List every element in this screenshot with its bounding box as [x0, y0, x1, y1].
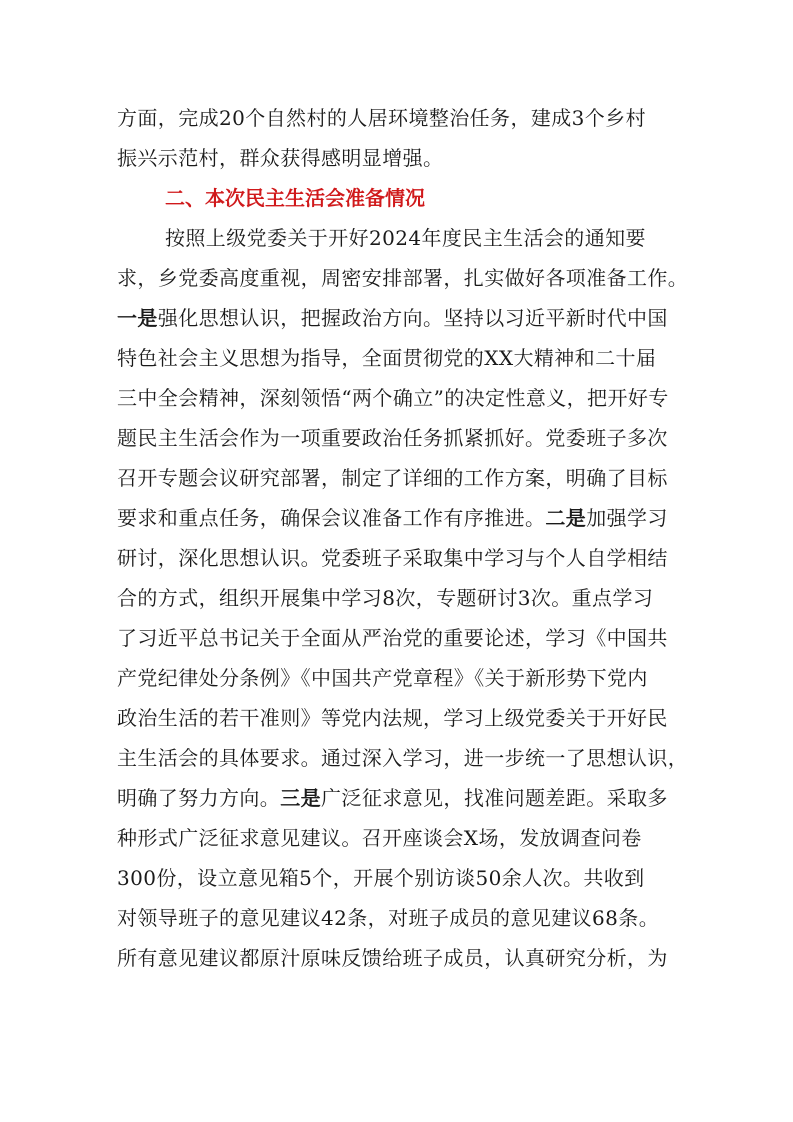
text-line: 主生活会的具体要求。通过深入学习，进一步统一了思想认识， [117, 746, 689, 770]
text-span: 要求和重点任务，确保会议准备工作有序推进。 [117, 506, 546, 530]
text-span: 加强学习 [586, 506, 668, 530]
text-line: 对领导班子的意见建议42条，对班子成员的意见建议68条。 [117, 906, 660, 930]
text-line: 产党纪律处分条例》《中国共产党章程》《关于新形势下党内 [117, 666, 648, 690]
text-line: 特色社会主义思想为指导，全面贯彻党的XX大精神和二十届 [117, 346, 657, 370]
bold-lead-3: 三是 [280, 786, 322, 810]
document-body [117, 98, 689, 978]
text-line: 政治生活的若干准则》等党内法规，学习上级党委关于开好民 [117, 706, 668, 730]
text-line: 振兴示范村，群众获得感明显增强。 [117, 146, 444, 170]
text-line: 了习近平总书记关于全面从严治党的重要论述，学习《中国共 [117, 626, 668, 650]
text-line: 方面，完成20个自然村的人居环境整治任务，建成3个乡村 [117, 106, 646, 130]
text-line [117, 498, 683, 538]
text-line [117, 778, 683, 818]
text-line: 种形式广泛征求意见建议。召开座谈会X场，发放调查问卷 [117, 826, 642, 850]
paragraph-first-line: 按照上级党委关于开好2024年度民主生活会的通知要 [165, 226, 646, 250]
text-line: 研讨，深化思想认识。党委班子采取集中学习与个人自学相结 [117, 546, 668, 570]
text-span: 明确了努力方向。 [117, 786, 281, 810]
text-line: 300份，设立意见箱5个，开展个别访谈50余人次。共收到 [117, 866, 645, 890]
section-heading: 二、本次民主生活会准备情况 [165, 186, 425, 210]
text-span: 广泛征求意见，找准问题差距。采取多 [321, 786, 668, 810]
text-span: 强化思想认识，把握政治方向。坚持以习近平新时代中国 [157, 306, 668, 330]
text-line: 所有意见建议都原汁原味反馈给班子成员，认真研究分析，为 [117, 946, 668, 970]
text-line: 三中全会精神，深刻领悟“两个确立”的决定性意义，把开好专 [117, 386, 669, 410]
text-line: 求，乡党委高度重视，周密安排部署，扎实做好各项准备工作。 [117, 266, 689, 290]
text-line: 合的方式，组织开展集中学习8次，专题研讨3次。重点学习 [117, 586, 654, 610]
text-line: 题民主生活会作为一项重要政治任务抓紧抓好。党委班子多次 [117, 426, 668, 450]
text-line: 召开专题会议研究部署，制定了详细的工作方案，明确了目标 [117, 466, 668, 490]
text-line [117, 298, 683, 338]
bold-lead-1: 一是 [117, 306, 158, 330]
bold-lead-2: 二是 [545, 506, 587, 530]
